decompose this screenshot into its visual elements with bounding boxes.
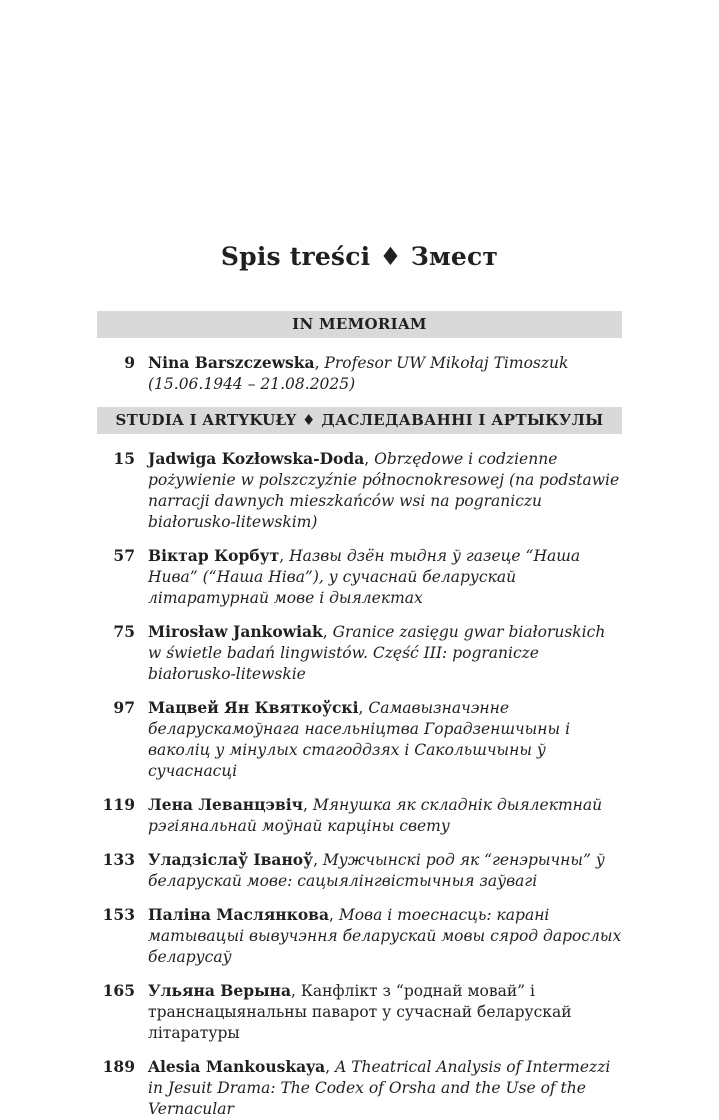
toc-entry	[97, 1056, 622, 1120]
entry-text	[148, 980, 622, 1044]
section-header-label: STUDIA I ARTYKUŁY ♦ ДАСЛЕДАВАННІ І АРТЫКУЛЫ	[115, 411, 604, 429]
toc-entry	[97, 904, 622, 968]
entry-author: Уладзіслаў Іваноў	[148, 849, 314, 869]
entry-separator: ,	[322, 622, 333, 641]
entry-separator: ,	[364, 449, 375, 468]
entry-page-number: 97	[113, 697, 135, 717]
section-header-label: IN MEMORIAM	[292, 315, 427, 333]
entry-title: A Theatrical Analysis of Intermezzi in Jesuit Drama: The Codex of Orsha and the Use of the Vernacular	[148, 1057, 611, 1118]
entry-page-number: 15	[113, 448, 135, 468]
entry-text	[148, 697, 622, 782]
entry-text	[148, 1056, 622, 1120]
entry-author: Віктар Корбут	[148, 545, 280, 565]
entry-title: Мужчынскі род як “генэрычны” ў беларускай мове: сацыялінгвістычныя заўвагі	[148, 850, 605, 890]
entry-page-number: 133	[102, 849, 135, 869]
entry-text	[148, 448, 622, 533]
entry-separator: ,	[291, 981, 301, 1000]
entry-text	[148, 621, 622, 685]
entry-title: Profesor UW Mikołaj Timoszuk (15.06.1944 – 21.08.2025)	[148, 353, 569, 393]
toc-entry	[97, 697, 622, 782]
entry-text	[148, 545, 622, 609]
entry-text	[148, 352, 622, 395]
entry-title: Назвы дзён тыдня ў газеце “Наша Нива” (“Наша Ніва”), у сучаснай беларускай літаратурнай мове і дыялектах	[148, 546, 581, 607]
page-title: Spis treści ♦ Змест	[220, 242, 499, 271]
entry-separator: ,	[302, 795, 313, 814]
toc-entry	[97, 545, 622, 609]
entry-separator: ,	[329, 905, 339, 924]
entry-author: Alesia Mankouskaya	[148, 1056, 326, 1076]
entry-author: Мацвей Ян Квяткоўскі	[148, 697, 359, 717]
entry-title: Granice zasięgu gwar białoruskich w świetle badań lingwistów. Część III: pogranicze białorusko-litewskie	[148, 622, 606, 683]
entry-separator: ,	[314, 353, 325, 372]
entry-page-number: 75	[113, 621, 135, 641]
entry-title: Канфлікт з “роднай мовай” і транснацыянальны паварот у сучаснай беларускай літаратуры	[148, 981, 572, 1042]
entry-author: Ульяна Верына	[148, 980, 291, 1000]
entry-author: Паліна Маслянкова	[148, 904, 329, 924]
entry-separator: ,	[325, 1057, 336, 1076]
entry-title: Obrzędowe i codzienne pożywienie w polszczyźnie północnokresowej (na podstawie narracji dawnych mieszkańców wsi na pograniczu białorusko-litewskim)	[148, 449, 620, 531]
entry-title: Мянушка як складнік дыялектнай рэгіянальнай моўнай карціны свету	[148, 795, 603, 835]
entry-author: Jadwiga Kozłowska-Doda	[148, 448, 365, 468]
entry-author: Mirosław Jankowiak	[148, 621, 323, 641]
toc-entry	[97, 352, 622, 395]
entry-author: Nina Barszczewska	[148, 352, 315, 372]
entry-page-number: 57	[113, 545, 135, 565]
entry-text	[148, 904, 622, 968]
entry-title: Мова і тоеснасць: карані матывацыі вывучэння беларускай мовы сярод дарослых беларусаў	[148, 905, 622, 966]
section-header-studia-i-artykuly	[97, 407, 622, 434]
entry-separator: ,	[358, 698, 369, 717]
entry-text	[148, 794, 622, 837]
entry-page-number: 9	[124, 352, 135, 372]
toc-entry	[97, 448, 622, 533]
entry-text	[148, 849, 622, 892]
entry-page-number: 165	[102, 980, 135, 1000]
entry-title: Самавызначэнне беларускамоўнага насельніцтва Горадзеншчыны і ваколіц у мінулых стагоддзях і Сакольшчыны ў сучаснасці	[148, 698, 571, 780]
entry-separator: ,	[279, 546, 290, 565]
toc-entry	[97, 849, 622, 892]
entry-page-number: 153	[102, 904, 135, 924]
section-header-in-memoriam	[97, 311, 622, 338]
entry-author: Лена Леванцэвіч	[148, 794, 303, 814]
toc-entry	[97, 794, 622, 837]
toc-entry	[97, 980, 622, 1044]
entry-page-number: 189	[102, 1056, 135, 1076]
toc-entry	[97, 621, 622, 685]
entry-separator: ,	[313, 850, 323, 869]
entry-page-number: 119	[102, 794, 135, 814]
